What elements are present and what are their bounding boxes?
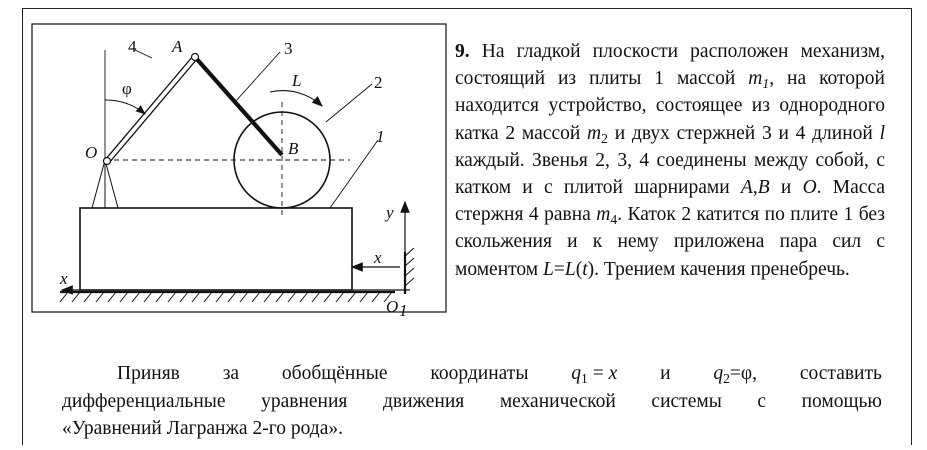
label-phi: φ (122, 79, 132, 98)
word-6: составить (799, 363, 882, 384)
formula-q2: $q_2=\varphi$, (713, 363, 758, 386)
wall-hatching (405, 248, 414, 286)
rod-4-edge-a (105, 56, 193, 160)
var-t: t (582, 258, 588, 280)
instruction-line-1 (62, 360, 882, 388)
word-3: обобщённые (281, 363, 388, 384)
label-x-axis: x (60, 269, 68, 288)
label-A: A (172, 37, 183, 56)
instruction-paragraph (62, 360, 882, 443)
var-m2-sub: 2 (601, 130, 608, 146)
var-l: l (879, 122, 886, 144)
problem-number: 9. (455, 41, 470, 62)
label-O: O (85, 143, 98, 162)
problem-text-7: . Трением качения пренебречь. (594, 258, 850, 280)
var-L-fn: L (564, 258, 576, 280)
rod-4-edge-b (109, 59, 197, 163)
label-O1-sub: 1 (399, 301, 408, 320)
var-m4: m (596, 204, 611, 226)
word-2: за (222, 363, 240, 384)
problem-text-1: На гладкой плоскости расположен механизм, состоящий из плиты 1 массой (455, 41, 885, 90)
word-4: координаты (430, 363, 529, 384)
leader-2 (326, 84, 372, 122)
var-O: O (802, 177, 817, 199)
phi-arc (105, 100, 145, 114)
mechanism-figure (30, 22, 450, 322)
equals: = (553, 258, 565, 280)
hinge-O (104, 158, 111, 165)
word-1: Приняв (117, 363, 180, 384)
var-m4-sub: 4 (610, 212, 618, 228)
var-L: L (543, 258, 554, 280)
var-m1: m (748, 68, 763, 90)
problem-text-3: и двух стержней 3 и 4 длиной (607, 122, 880, 144)
leader-1 (330, 140, 378, 208)
mechanism-diagram (30, 22, 450, 322)
label-y: y (386, 203, 394, 222)
problem-text-6: . Каток 2 катится по плите 1 без скольжения и к нему приложена пара сил с моментом (455, 204, 885, 280)
word-5: и (660, 363, 671, 384)
label-4: 4 (128, 37, 137, 56)
label-3: 3 (284, 39, 293, 58)
instruction-line-3: «Уравнений Лагранжа 2-го рода». (62, 418, 343, 439)
leader-3 (235, 52, 280, 102)
problem-text-2: , на которой находится устройство, состоящее из однородного катка 2 массой (455, 68, 885, 144)
label-2: 2 (374, 73, 383, 92)
leader-4 (135, 50, 152, 58)
paren-open: ( (575, 258, 583, 280)
pivot-support (92, 160, 118, 208)
comma: , (752, 177, 758, 199)
paren-close: ) (587, 258, 595, 280)
var-m2: m (587, 122, 602, 144)
problem-statement (455, 38, 885, 283)
label-L: L (292, 71, 302, 90)
problem-text-5: . Масса стержня 4 равна (455, 177, 885, 226)
var-B: B (757, 177, 770, 199)
formula-q1: $q_1 = x$ (571, 363, 618, 386)
label-B: B (288, 139, 299, 158)
hinge-A (192, 54, 199, 61)
problem-text-4: каждый. Звенья 2, 3, 4 соединены между собой, с катком и с плитой шарнирами (455, 149, 885, 199)
and-word: и (769, 177, 803, 199)
var-A: A (740, 177, 753, 199)
label-x-coord: x (374, 248, 382, 267)
moment-arc (270, 91, 322, 106)
label-1: 1 (376, 127, 385, 146)
ground-hatching (60, 292, 392, 302)
var-m1-sub: 1 (762, 76, 770, 92)
plate-1 (80, 208, 352, 290)
instruction-line-2: дифференциальные уравнения движения механической системы с помощью (62, 390, 882, 412)
label-O1: O (386, 297, 399, 316)
